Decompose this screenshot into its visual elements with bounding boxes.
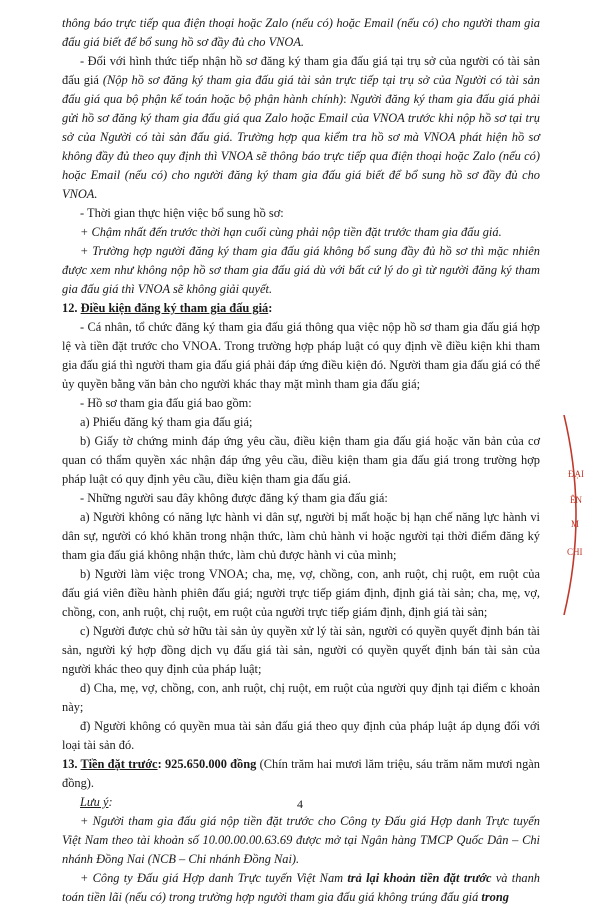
paragraph-p9: b) Giấy tờ chứng minh đáp ứng yêu cầu, điều kiện tham gia đấu giá hoặc văn bản của cơ quan có thẩm quyền xác nhận đáp ứng yêu cầu, điều kiện tham gia đấu giá trong trường hợp pháp luật có quy định yêu cầu, điều kiện tham gia đấu giá. <box>62 434 540 486</box>
stamp-text: CHI <box>567 547 583 557</box>
stamp-text: M <box>571 519 580 529</box>
text-segment: 12. <box>62 301 81 315</box>
paragraph-p19 <box>62 869 540 907</box>
paragraph-p4: + Trường hợp người đăng ký tham gia đấu giá không bổ sung đầy đủ hồ sơ thì mặc nhiên được xem như không nộp hồ sơ tham gia đấu giá dù với bất cứ lý do gì từ người đăng ký tham gia đấu giá thì VNOA sẽ không giải quyết. <box>62 244 540 296</box>
text-segment: Lưu ý <box>80 795 109 809</box>
paragraph-p6: - Cá nhân, tổ chức đăng ký tham gia đấu giá thông qua việc nộp hồ sơ tham gia đấu giá hợp lệ và tiền đặt trước cho VNOA. Trong trường hợp pháp luật có quy định về điều kiện khi tham gia đấu giá thì người tham gia đấu giá phải đáp ứng điều kiện đó. Người tham gia đấu giá có thể ủy quyền bằng văn bản cho người khác thay mặt mình tham gia đấu giá; <box>62 320 540 391</box>
text-segment: : 925.650.000 đồng <box>157 757 260 771</box>
paragraph-p13: c) Người được chủ sở hữu tài sản ủy quyền xử lý tài sản, người có quyền quyết định bán tài sản, người ký hợp đồng dịch vụ đấu giá tài sản, người có quyền quyết định bán tài sản của người khác theo quy định của pháp luật; <box>62 624 540 676</box>
paragraph-p0: thông báo trực tiếp qua điện thoại hoặc Zalo (nếu có) hoặc Email (nếu có) cho người tham gia đấu giá biết để bổ sung hồ sơ đầy đủ cho VNOA. <box>62 16 540 49</box>
paragraph-p18: + Người tham gia đấu giá nộp tiền đặt trước cho Công ty Đấu giá Hợp danh Trực tuyến Việt Nam theo tài khoản số 10.00.00.00.63.69 được mở tại Ngân hàng TMCP Quốc Dân – Chi nhánh Đồng Nai (NCB – Chi nhánh Đồng Nai). <box>62 814 540 866</box>
paragraph-p16 <box>62 755 540 793</box>
paragraph-p10: - Những người sau đây không được đăng ký tham gia đấu giá: <box>80 491 388 505</box>
page-number: 4 <box>297 797 303 811</box>
paragraph-p14: d) Cha, mẹ, vợ, chồng, con, anh ruột, chị ruột, em ruột của người quy định tại điểm c khoản này; <box>62 681 540 714</box>
paragraph-p15: đ) Người không có quyền mua tài sản đấu giá theo quy định của pháp luật áp dụng đối với loại tài sản đó. <box>62 719 540 752</box>
text-segment: : <box>108 795 113 809</box>
paragraph-p11: a) Người không có năng lực hành vi dân sự, người bị mất hoặc bị hạn chế năng lực hành vi dân sự, người có khó khăn trong nhận thức, làm chủ hành vi hoặc người tại thời điểm đăng ký tham gia đấu giá không nhận thức, làm chủ được hành vi của mình; <box>62 510 540 562</box>
text-segment: Tiền đặt trước <box>80 757 158 771</box>
text-segment: Điều kiện đăng ký tham gia đấu giá <box>80 301 269 315</box>
stamp-text: ĐẠI <box>568 469 584 479</box>
paragraph-p3: + Chậm nhất đến trước thời hạn cuối cùng phải nộp tiền đặt trước tham gia đấu giá. <box>80 225 502 239</box>
paragraph-p5 <box>62 299 540 318</box>
text-segment: và thanh toán tiền lãi (nếu có) trong trường hợp người tham gia đấu giá không trúng đấu giá <box>62 871 540 904</box>
text-segment: : <box>268 301 273 315</box>
text-segment: 13. <box>62 757 81 771</box>
text-segment: trong <box>481 890 509 904</box>
paragraph-p12: b) Người làm việc trong VNOA; cha, mẹ, vợ, chồng, con, anh ruột, chị ruột, em ruột của đấu giá viên điều hành phiên đấu giá; người trực tiếp giám định, định giá tài sản; cha, mẹ, vợ, chồng, con, anh ruột, chị ruột, em ruột của người trực tiếp giám định, định giá tài sản; <box>62 567 540 619</box>
paragraph-p7: - Hồ sơ tham gia đấu giá bao gồm: <box>80 396 252 410</box>
stamp-mark <box>562 415 594 615</box>
text-segment: - Đối với hình thức tiếp nhận hồ sơ đăng ký tham gia đấu giá tại trụ sở của người có tài sản đấu giá <box>62 54 540 87</box>
text-segment: + Công ty Đấu giá Hợp danh Trực tuyến Việt Nam <box>80 871 348 885</box>
text-segment: Người đăng ký tham gia đấu giá phải gửi hồ sơ đăng ký tham gia đấu giá qua Zalo hoặc Email của VNOA trước khi nộp hồ sơ tại trụ sở của Người có tài sản đấu giá. Trường hợp qua kiểm tra hồ sơ mà VNOA phát hiện hồ sơ không đầy đủ theo quy định thì VNOA sẽ thông báo trực tiếp qua điện thoại hoặc Zalo (nếu có) hoặc Email (nếu có) cho người đăng ký tham gia đấu giá biết để bổ sung hồ sơ đầy đủ cho VNOA. <box>62 92 540 201</box>
paragraph-p2: - Thời gian thực hiện việc bổ sung hồ sơ: <box>80 206 284 220</box>
text-segment: (Nộp hồ sơ đăng ký tham gia đấu giá tài sản trực tiếp tại trụ sở của Người có tài sản đấu giá qua bộ phận kế toán hoặc bộ phận hành chính) <box>62 73 540 106</box>
paragraph-p1 <box>62 52 540 204</box>
text-segment: trả lại khoản tiền đặt trước <box>347 871 492 885</box>
stamp-text: ÊN <box>570 495 582 505</box>
document-body <box>62 14 540 907</box>
paragraph-p8: a) Phiếu đăng ký tham gia đấu giá; <box>80 415 253 429</box>
text-segment: (Chín trăm hai mươi lăm triệu, sáu trăm năm mươi ngàn đồng). <box>62 757 540 790</box>
text-segment: : <box>343 92 351 106</box>
